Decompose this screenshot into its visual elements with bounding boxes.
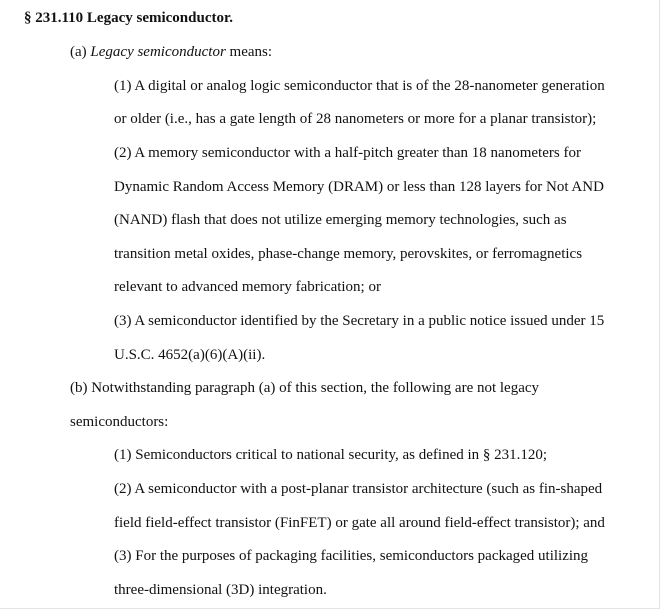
item-a2-line-2: Dynamic Random Access Memory (DRAM) or less than 128 layers for Not AND	[114, 179, 604, 195]
paragraph-b-line-1: (b) Notwithstanding paragraph (a) of this section, the following are not legacy	[70, 380, 540, 396]
item-a2-line-5: relevant to advanced memory fabrication; or	[114, 279, 381, 295]
item-a2-line-4: transition metal oxides, phase-change memory, perovskites, or ferromagnetics	[114, 246, 583, 262]
item-b2-line-1: (2) A semiconductor with a post-planar transistor architecture (such as fin-shaped	[114, 481, 603, 497]
item-b3-line-2: three-dimensional (3D) integration.	[114, 582, 327, 598]
section-heading: § 231.110 Legacy semiconductor.	[24, 10, 234, 26]
paragraph-a-label: (a)	[70, 44, 91, 60]
item-b3-line-1: (3) For the purposes of packaging facilities, semiconductors packaged utilizing	[114, 548, 589, 564]
item-a1-line-1: (1) A digital or analog logic semiconductor that is of the 28-nanometer generation	[114, 78, 605, 94]
item-a1-line-2: or older (i.e., has a gate length of 28 nanometers or more for a planar transistor);	[114, 111, 597, 127]
paragraph-b-line-2: semiconductors:	[70, 414, 169, 430]
item-b1-line-1: (1) Semiconductors critical to national security, as defined in § 231.120;	[114, 447, 548, 463]
paragraph-a-suffix: means:	[225, 44, 273, 60]
item-a3-line-2: U.S.C. 4652(a)(6)(A)(ii).	[114, 347, 266, 363]
item-a2-line-3: (NAND) flash that does not utilize emerging memory technologies, such as	[114, 212, 567, 228]
item-b2-line-2: field field-effect transistor (FinFET) or gate all around field-effect transistor); and	[114, 515, 605, 531]
paragraph-a-intro	[70, 43, 272, 61]
item-a3-line-1: (3) A semiconductor identified by the Secretary in a public notice issued under 15	[114, 313, 605, 329]
item-a2-line-1: (2) A memory semiconductor with a half-pitch greater than 18 nanometers for	[114, 145, 581, 161]
defined-term: Legacy semiconductor	[90, 44, 226, 60]
